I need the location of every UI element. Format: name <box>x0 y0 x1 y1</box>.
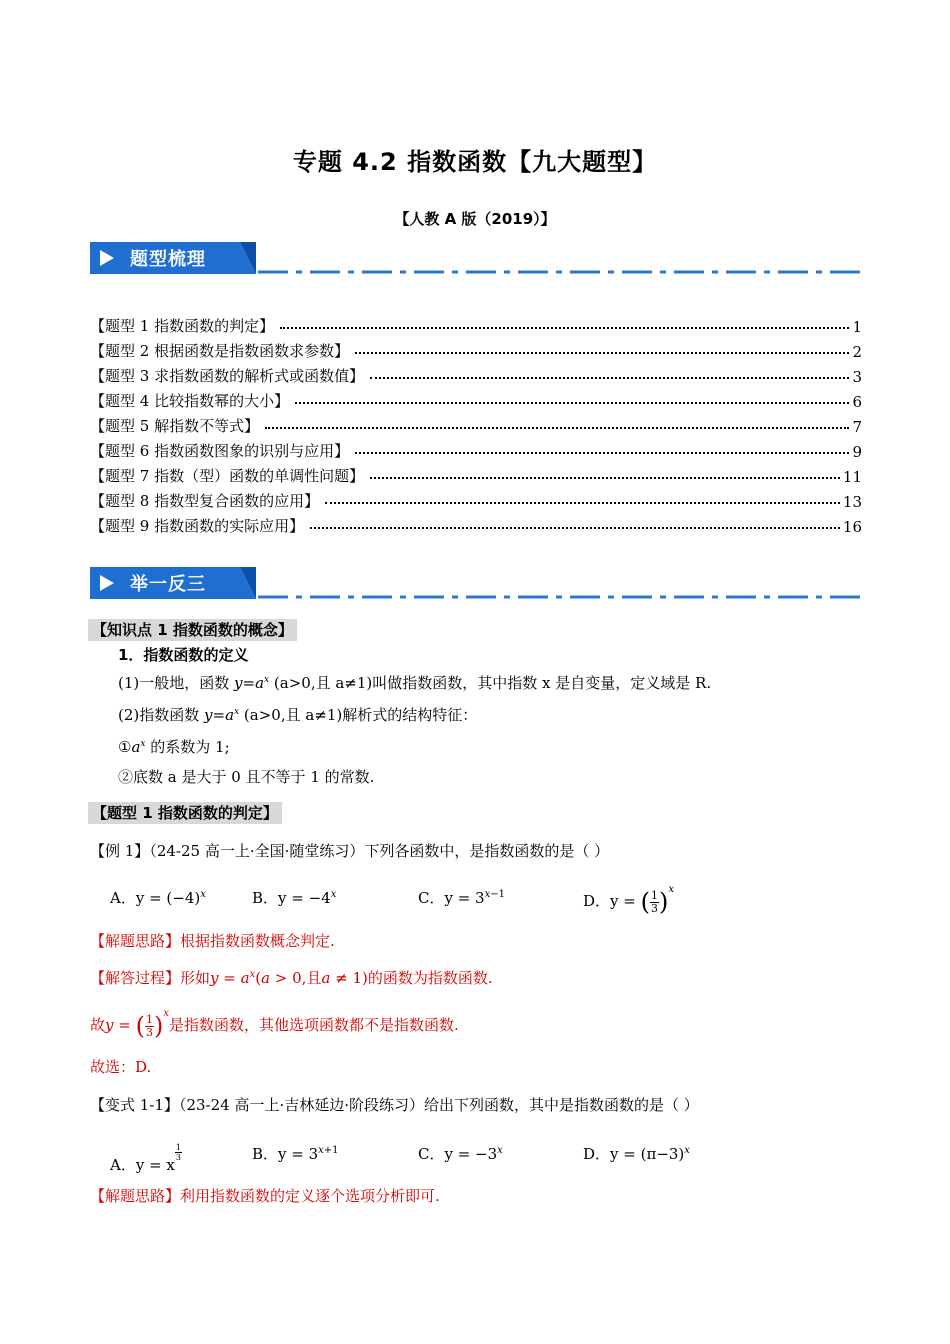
toc-entry-page: 2 <box>852 343 862 361</box>
toc-entry[interactable] <box>90 311 862 336</box>
option-b[interactable]: B．$y = 3^{x+1}$ <box>252 1145 339 1163</box>
toc-entry-label: 【题型 3 求指数函数的解析式或函数值】 <box>90 367 365 385</box>
toc-entry-label: 【题型 7 指数（型）函数的单调性问题】 <box>90 467 365 485</box>
toc-entry-page: 9 <box>852 443 862 461</box>
toc-leader-dots <box>370 476 840 479</box>
banner-title: 举一反三 <box>130 574 206 595</box>
page-title: 专题 4.2 指数函数【九大题型】 <box>292 148 658 176</box>
example-1-options <box>0 880 950 920</box>
option-a[interactable]: A．$y = (-4)^x$ <box>110 889 206 907</box>
toc-leader-dots <box>310 526 840 529</box>
toc-entry-page: 11 <box>842 468 862 486</box>
toc-entry-page: 3 <box>852 368 862 386</box>
knowledge-p1: (1)一般地，函数 $y=a^x$ (a>0,且 a≠1)叫做指数函数，其中指数 x 是自变量，定义域是 R. <box>118 674 712 692</box>
toc-entry-page: 7 <box>852 418 862 436</box>
toc-entry[interactable] <box>90 436 862 461</box>
toc-entry[interactable] <box>90 461 862 486</box>
toc-entry-label: 【题型 8 指数型复合函数的应用】 <box>90 492 320 510</box>
page-subtitle: 【人教 A 版（2019）】 <box>394 210 556 228</box>
variant-1-1-question: 【变式 1-1】（23-24 高一上·吉林延边·阶段练习）给出下列函数，其中是指数函数的是（ ） <box>90 1096 699 1114</box>
knowledge-p2: (2)指数函数 $y=a^x$ (a>0,且 a≠1)解析式的结构特征： <box>118 706 478 724</box>
option-c[interactable]: C．$y = 3^{x-1}$ <box>418 889 505 907</box>
toc-entry-label: 【题型 6 指数函数图象的识别与应用】 <box>90 442 350 460</box>
option-c[interactable]: C．$y = -3^x$ <box>418 1145 503 1163</box>
toc-leader-dots <box>265 426 849 429</box>
toc-entry-label: 【题型 2 根据函数是指数函数求参数】 <box>90 342 350 360</box>
knowledge-p4: ②底数 a 是大于 0 且不等于 1 的常数. <box>118 768 375 786</box>
example-1-process: 【解答过程】形如$y = a^x(a > 0$,且a ≠ 1)的函数为指数函数. <box>90 969 493 987</box>
example-1-question: 【例 1】（24-25 高一上·全国·随堂练习）下列各函数中，是指数函数的是（ ） <box>90 842 610 860</box>
knowledge-heading: 1．指数函数的定义 <box>118 646 249 664</box>
variant-1-1-options <box>0 1133 950 1174</box>
toc-leader-dots <box>295 401 849 404</box>
toc-leader-dots <box>280 326 849 329</box>
variant-1-1-hint: 【解题思路】利用指数函数的定义逐个选项分析即可. <box>90 1187 440 1205</box>
toc-entry-page: 13 <box>842 493 862 511</box>
toc-entry[interactable] <box>90 511 862 536</box>
toc-entry-page: 6 <box>852 393 862 411</box>
option-d[interactable]: D．y = ( $\frac{1}{3}$ )$^x$ <box>583 884 674 916</box>
section-banner-overview <box>90 240 862 276</box>
toc-entry[interactable] <box>90 411 862 436</box>
toc-leader-dots <box>370 376 849 379</box>
toc-leader-dots <box>355 451 849 454</box>
knowledge-tag: 【知识点 1 指数函数的概念】 <box>88 619 297 641</box>
toc-entry[interactable] <box>90 336 862 361</box>
toc-entry-label: 【题型 4 比较指数幂的大小】 <box>90 392 290 410</box>
toc-entry-page: 16 <box>842 518 862 536</box>
toc-entry-label: 【题型 1 指数函数的判定】 <box>90 317 275 335</box>
toc-entry-label: 【题型 5 解指数不等式】 <box>90 417 260 435</box>
toc-entry-page: 1 <box>852 318 862 336</box>
example-1-hint: 【解题思路】根据指数函数概念判定. <box>90 932 335 950</box>
example-1-answer: 故选：D. <box>90 1058 152 1076</box>
table-of-contents <box>90 311 862 536</box>
section-banner-examples <box>90 565 862 601</box>
option-d[interactable]: D．$y = (\pi-3)^x$ <box>583 1145 690 1163</box>
toc-entry-label: 【题型 9 指数函数的实际应用】 <box>90 517 305 535</box>
banner-title: 题型梳理 <box>130 249 206 270</box>
toc-entry[interactable] <box>90 361 862 386</box>
option-a[interactable]: A．y = x $\frac{1}{3}$ <box>110 1143 181 1174</box>
example-1-conclusion: 故y = ( $\frac{1}{3}$ )$^x$是指数函数，其他选项函数都不是指数函数. <box>90 1008 459 1040</box>
type1-tag: 【题型 1 指数函数的判定】 <box>88 802 282 824</box>
toc-leader-dots <box>355 351 849 354</box>
toc-entry[interactable] <box>90 486 862 511</box>
knowledge-p3: $①a^x$ 的系数为 1; <box>118 738 230 756</box>
toc-leader-dots <box>325 501 840 504</box>
toc-entry[interactable] <box>90 386 862 411</box>
option-b[interactable]: B．$y = -4^x$ <box>252 889 337 907</box>
